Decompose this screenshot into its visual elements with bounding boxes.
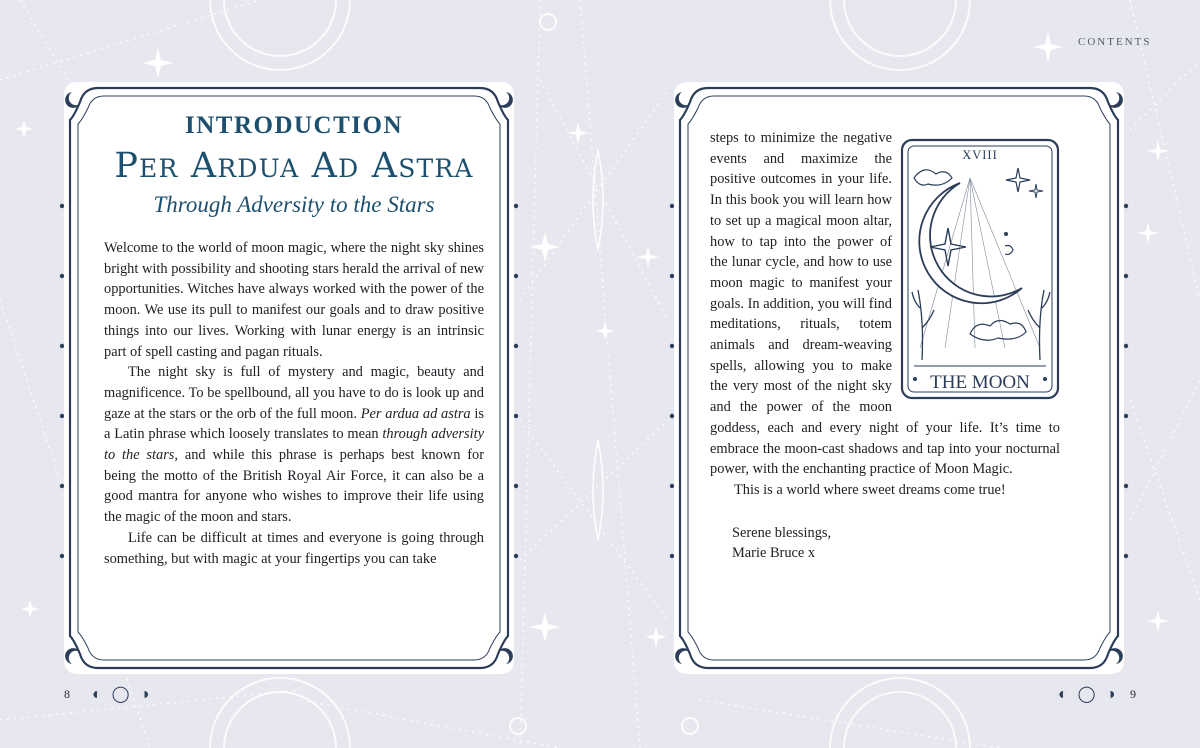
paragraph: This is a world where sweet dreams come true! [734,481,1006,498]
card-numeral: XVIII [962,148,998,162]
text-span: is a Latin phrase which loosely translates to mean [104,405,484,443]
running-head: CONTENTS [1078,36,1152,48]
text-span: The night sky is full of mystery and magic, beauty and magnificence. To be spellbound, all you have to do is look up and gaze at the stars or the orb of the full moon. [104,364,484,422]
moon-phases-icon: ◐ ◯ ◑ [1058,686,1119,703]
right-page-content [710,128,1060,564]
italic-phrase: Per ardua ad astra [360,405,471,422]
paragraph: Life can be difficult at times and everyone is going through something, but with magic at your fingertips you can take [104,529,484,567]
left-page-content [104,112,484,569]
moon-phases-icon: ◐ ◯ ◑ [92,686,153,703]
moon-card-icon [900,138,1060,400]
left-body-text [104,238,484,569]
italic-phrase: through adversity to the stars, [104,426,484,464]
tarot-card-illustration [900,138,1060,400]
signoff [710,523,1060,564]
text-span: and while this phrase is perhaps best known for being the motto of the British Royal Air Force, it can also be a good mantra for anyone who wishes to improve their life using the magic of the moon and stars. [104,447,484,526]
signoff-greeting: Serene blessings, [732,524,832,541]
page-subtitle: Through Adversity to the Stars [153,192,435,217]
page-number-left: 8 [64,687,70,701]
section-heading: INTRODUCTION [184,112,404,139]
page-number-right: 9 [1130,687,1136,701]
paragraph [104,362,484,528]
page-title: Per Ardua Ad Astra [114,146,474,186]
paragraph: steps to minimize the negative events and maximize the positive outcomes in your life. In this book you will learn how to set up a magical moon altar, how to tap into the power of the lunar cycle, and how to use moon magic to manifest your goals. In addition, you will find meditations, rituals, totem animals and dream-weaving spells, allowing you to make the very most of the night sky and the power of the moon goddess, each and every night of your life. It’s time to embrace the moon-cast shadows and tap into your nocturnal power, with the enchanting practice of Moon Magic. [710,130,1060,478]
signoff-author: Marie Bruce x [732,545,816,562]
paragraph: Welcome to the world of moon magic, where the night sky shines bright with possibility and shooting stars herald the arrival of new opportunities. Witches have always worked with the power of the moon. We use its pull to manifest our goals and to draw positive things into our lives. Working with lunar energy is an intrinsic part of spell casting and pagan rituals. [104,240,484,360]
card-title: THE MOON [930,372,1030,393]
